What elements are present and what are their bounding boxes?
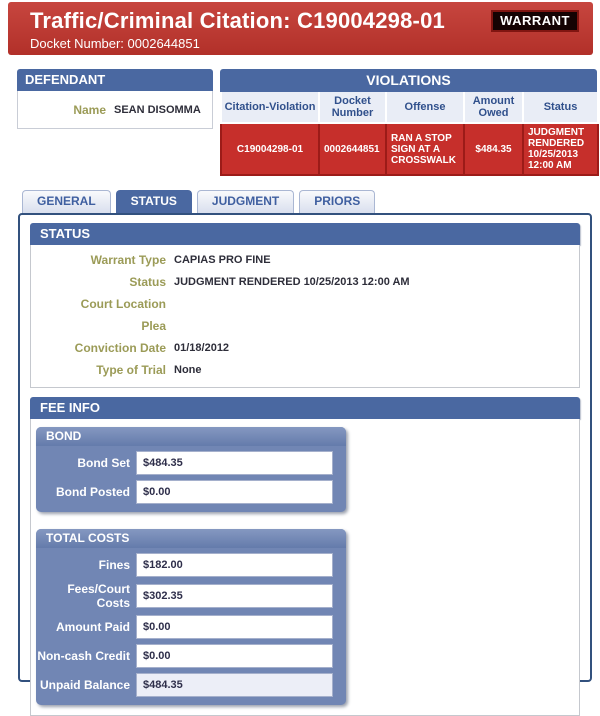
field-row-status — [31, 271, 579, 293]
tab-bar — [22, 190, 375, 213]
court-location-label: Court Location — [80, 297, 166, 311]
bond-posted-row — [36, 480, 346, 504]
tab-status[interactable]: STATUS — [116, 190, 192, 213]
bond-box — [36, 427, 346, 512]
col-header-status: Status — [523, 92, 598, 123]
violation-amount-owed: $484.35 — [464, 123, 523, 175]
unpaid-balance-field: $484.35 — [136, 673, 333, 697]
non-cash-credit-field: $0.00 — [136, 644, 333, 668]
field-row-warrant-type — [31, 249, 579, 271]
unpaid-balance-label: Unpaid Balance — [39, 678, 130, 692]
top-panels — [17, 69, 597, 176]
status-section-title: STATUS — [30, 223, 580, 245]
amount-paid-field: $0.00 — [136, 615, 333, 639]
defendant-panel — [17, 69, 213, 129]
col-header-amount-owed: Amount Owed — [464, 92, 523, 123]
unpaid-balance-row — [36, 673, 346, 697]
amount-paid-row — [36, 615, 346, 639]
fee-info-section-body — [30, 419, 580, 716]
col-header-docket-number: Docket Number — [319, 92, 386, 123]
non-cash-credit-label: Non-cash Credit — [37, 649, 130, 663]
violations-panel — [220, 69, 597, 176]
field-row-court-location — [31, 293, 579, 315]
defendant-name-value: SEAN DISOMMA — [114, 103, 201, 116]
violation-offense: RAN A STOP SIGN AT A CROSSWALK — [386, 123, 464, 175]
field-row-type-of-trial — [31, 359, 579, 381]
violation-docket: 0002644851 — [319, 123, 386, 175]
field-row-conviction-date — [31, 337, 579, 359]
fines-field: $182.00 — [136, 553, 333, 577]
bond-posted-field: $0.00 — [136, 480, 333, 504]
fees-court-costs-field: $302.35 — [136, 584, 333, 608]
tab-general[interactable]: GENERAL — [22, 190, 111, 213]
status-tab-panel — [18, 213, 592, 692]
violation-status: JUDGMENT RENDERED 10/25/2013 12:00 AM — [523, 123, 598, 175]
amount-paid-label: Amount Paid — [56, 620, 130, 634]
fees-court-costs-label: Fees/Court Costs — [67, 582, 130, 610]
bond-box-title: BOND — [36, 427, 346, 446]
fee-info-section-title: FEE INFO — [30, 397, 580, 419]
bond-set-field: $484.35 — [136, 451, 333, 475]
status-label: Status — [129, 275, 166, 289]
violation-row[interactable] — [221, 123, 598, 175]
violations-panel-title: VIOLATIONS — [220, 69, 597, 92]
docket-number: Docket Number: 0002644851 — [30, 36, 200, 51]
citation-banner — [8, 2, 593, 55]
violation-citation: C19004298-01 — [221, 123, 319, 175]
col-header-citation-violation: Citation-Violation — [221, 92, 319, 123]
defendant-panel-title: DEFENDANT — [17, 69, 213, 91]
defendant-panel-body — [17, 91, 213, 129]
status-value: JUDGMENT RENDERED 10/25/2013 12:00 AM — [174, 276, 410, 288]
bond-set-label: Bond Set — [77, 456, 130, 470]
total-costs-box-title: TOTAL COSTS — [36, 529, 346, 548]
warrant-type-label: Warrant Type — [90, 253, 166, 267]
fines-label: Fines — [98, 558, 130, 572]
col-header-offense: Offense — [386, 92, 464, 123]
tab-judgment[interactable]: JUDGMENT — [197, 190, 294, 213]
violations-table — [220, 92, 599, 176]
bond-set-row — [36, 451, 346, 475]
type-of-trial-value: None — [174, 364, 202, 376]
page-title: Traffic/Criminal Citation: C19004298-01 — [30, 8, 445, 33]
defendant-name-label: Name — [73, 102, 106, 117]
non-cash-credit-row — [36, 644, 346, 668]
plea-label: Plea — [141, 319, 166, 333]
type-of-trial-label: Type of Trial — [96, 363, 166, 377]
status-section-body — [30, 245, 580, 388]
conviction-date-value: 01/18/2012 — [174, 342, 230, 354]
total-costs-box — [36, 529, 346, 705]
warrant-badge: WARRANT — [491, 10, 579, 32]
tab-priors[interactable]: PRIORS — [299, 190, 375, 213]
bond-posted-label: Bond Posted — [56, 485, 130, 499]
warrant-type-value: CAPIAS PRO FINE — [174, 254, 271, 266]
fees-court-costs-row — [36, 582, 346, 610]
field-row-plea — [31, 315, 579, 337]
conviction-date-label: Conviction Date — [74, 341, 166, 355]
fines-row — [36, 553, 346, 577]
violations-header-row — [221, 92, 598, 123]
